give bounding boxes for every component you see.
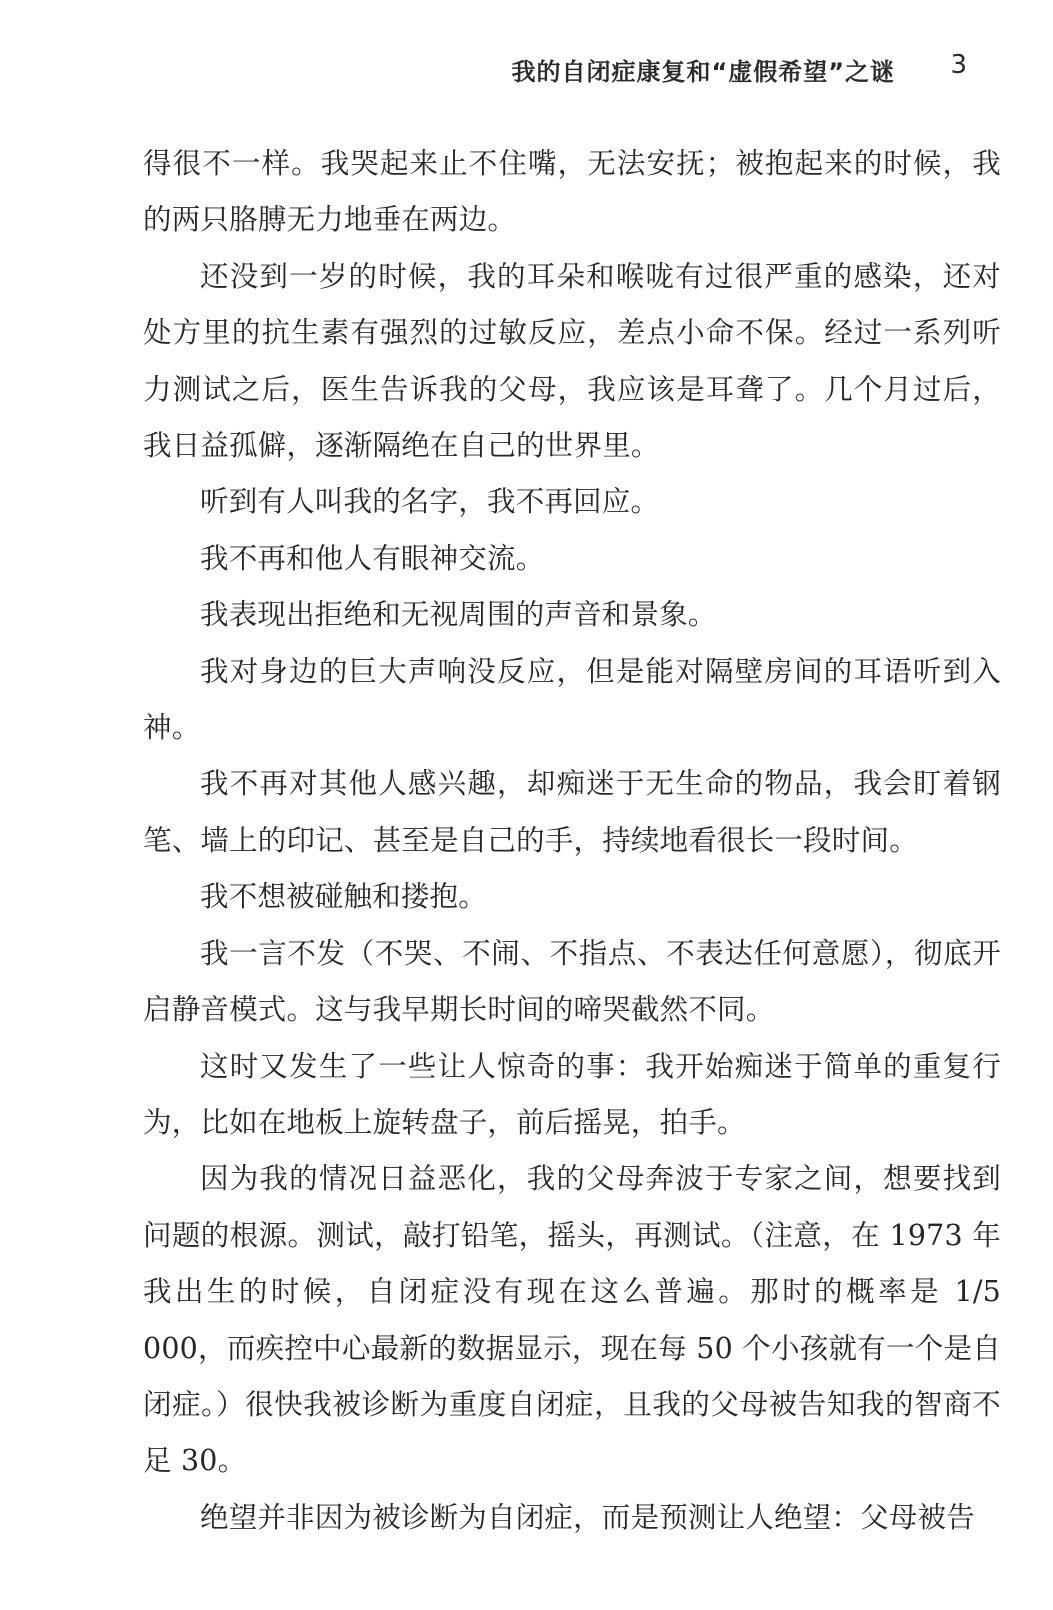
paragraph: 这时又发生了一些让人惊奇的事：我开始痴迷于简单的重复行为，比如在地板上旋转盘子，前后摇晃，拍手。 (143, 1049, 1001, 1139)
paragraph: 我不再对其他人感兴趣，却痴迷于无生命的物品，我会盯着钢笔、墙上的印记、甚至是自己的手，持续地看很长一段时间。 (143, 767, 1001, 857)
page-number: 3 (950, 50, 967, 80)
paragraph: 我不想被碰触和搂抱。 (200, 880, 488, 914)
paragraph: 听到有人叫我的名字，我不再回应。 (200, 485, 660, 519)
paragraph: 得很不一样。我哭起来止不住嘴，无法安抚；被抱起来的时候，我的两只胳膊无力地垂在两边。 (143, 147, 1001, 237)
running-head (140, 48, 967, 88)
body-text (143, 136, 1001, 1546)
running-title: 我的自闭症康复和“虚假希望”之谜 (511, 58, 895, 86)
paragraph: 我表现出拒绝和无视周围的声音和景象。 (200, 598, 717, 632)
paragraph: 还没到一岁的时候，我的耳朵和喉咙有过很严重的感染，还对处方里的抗生素有强烈的过敏反应，差点小命不保。经过一系列听力测试之后，医生告诉我的父母，我应该是耳聋了。几个月过后，我日益孤僻，逐渐隔绝在自己的世界里。 (143, 259, 1001, 463)
paragraph: 绝望并非因为被诊断为自闭症，而是预测让人绝望：父母被告 (200, 1500, 975, 1534)
paragraph: 我不再和他人有眼神交流。 (200, 541, 545, 575)
paragraph: 我对身边的巨大声响没反应，但是能对隔壁房间的耳语听到入神。 (143, 654, 1001, 745)
paragraph: 因为我的情况日益恶化，我的父母奔波于专家之间，想要找到问题的根源。测试，敲打铅笔，摇头，再测试。（注意，在 1973 年我出生的时候，自闭症没有现在这么普遍。那时的概率是 1/5 000，而疾控中心最新的数据显示，现在每 50 个小孩就有一个是自闭症。）很快我被诊断为重度自闭症，且我的父母被告知我的智商不足 30。 (143, 1162, 1001, 1478)
paragraph: 我一言不发（不哭、不闹、不指点、不表达任何意愿），彻底开启静音模式。这与我早期长时间的啼哭截然不同。 (143, 936, 1001, 1027)
